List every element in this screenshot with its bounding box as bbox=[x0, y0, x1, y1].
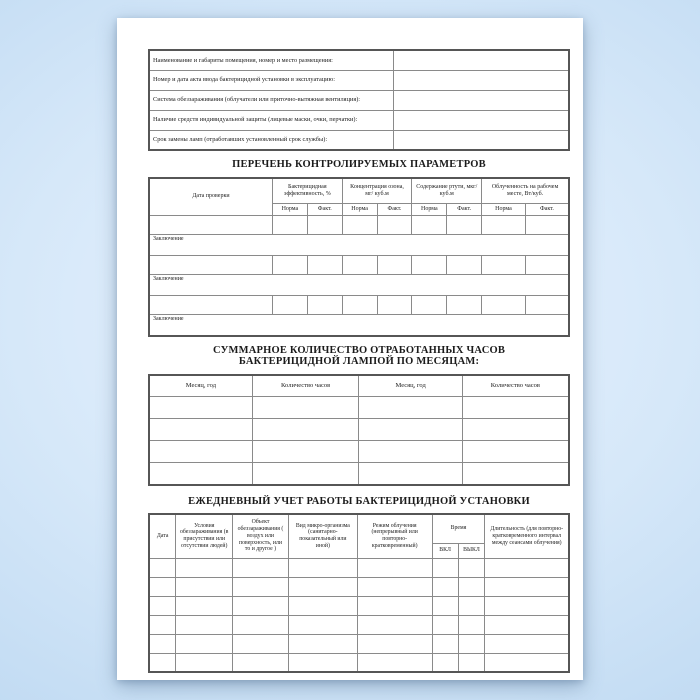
empty-cell bbox=[342, 256, 377, 275]
empty-cell bbox=[462, 419, 569, 441]
empty-cell bbox=[357, 653, 432, 672]
column-header-hours-count: Количество часов bbox=[252, 375, 359, 397]
info-value-cell bbox=[394, 130, 569, 150]
column-header-mercury-content: Содержание ртути, мкг/ куб.м bbox=[412, 178, 482, 204]
empty-cell bbox=[462, 441, 569, 463]
subheader-norm: Норма bbox=[272, 204, 307, 216]
table-row bbox=[149, 397, 569, 419]
table-row bbox=[149, 653, 569, 672]
info-label: Номер и дата акта ввода бактерицидной установки в эксплуатацию: bbox=[149, 70, 394, 90]
empty-cell bbox=[288, 634, 357, 653]
empty-cell bbox=[233, 596, 289, 615]
column-header-microorganism-type: Вид микро-организма (санитарно-показательный или иной) bbox=[288, 514, 357, 558]
table-row bbox=[149, 558, 569, 577]
column-header-month-year: Месяц, год bbox=[149, 375, 252, 397]
info-label: Система обеззараживания (облучатели или приточно-вытяжная вентиляция): bbox=[149, 90, 394, 110]
empty-cell bbox=[432, 577, 458, 596]
column-header-irradiation-mode: Режим облучения (непрерывный или повторно-кратковременный) bbox=[357, 514, 432, 558]
column-header-disinfection-conditions: Условия обеззараживания (в присутствии или отсутствии людей) bbox=[176, 514, 233, 558]
empty-cell bbox=[149, 577, 176, 596]
parameters-entry-block bbox=[149, 216, 569, 256]
empty-cell bbox=[149, 634, 176, 653]
conclusion-label: Заключение bbox=[149, 275, 569, 296]
subheader-fact: Факт. bbox=[377, 204, 412, 216]
empty-cell bbox=[357, 577, 432, 596]
subheader-norm: Норма bbox=[412, 204, 447, 216]
empty-cell bbox=[458, 615, 485, 634]
empty-cell bbox=[176, 653, 233, 672]
empty-cell bbox=[458, 634, 485, 653]
info-value-cell bbox=[394, 110, 569, 130]
column-header-check-date: Дата проверки bbox=[149, 178, 272, 216]
page-content bbox=[148, 49, 570, 673]
table-row bbox=[149, 130, 569, 150]
empty-cell bbox=[412, 256, 447, 275]
empty-cell bbox=[432, 558, 458, 577]
empty-cell bbox=[357, 596, 432, 615]
empty-cell bbox=[342, 216, 377, 235]
empty-cell bbox=[272, 296, 307, 315]
column-header-duration: Длительность (для повторно-кратковременного интервал между сеансами облучения) bbox=[485, 514, 569, 558]
table-row bbox=[149, 463, 569, 485]
empty-cell bbox=[432, 615, 458, 634]
empty-cell bbox=[272, 256, 307, 275]
empty-cell bbox=[149, 256, 272, 275]
empty-cell bbox=[149, 441, 252, 463]
empty-cell bbox=[485, 596, 569, 615]
table-header-row bbox=[149, 514, 569, 543]
empty-cell bbox=[342, 296, 377, 315]
empty-cell bbox=[233, 653, 289, 672]
table-row bbox=[149, 441, 569, 463]
empty-cell bbox=[412, 216, 447, 235]
empty-cell bbox=[458, 653, 485, 672]
empty-cell bbox=[432, 596, 458, 615]
info-label: Наличие средств индивидуальной защиты (лицевые маски, очки, перчатки): bbox=[149, 110, 394, 130]
column-header-hours-count: Количество часов bbox=[462, 375, 569, 397]
empty-cell bbox=[377, 256, 412, 275]
empty-cell bbox=[252, 441, 359, 463]
subheader-norm: Норма bbox=[482, 204, 526, 216]
empty-cell bbox=[357, 558, 432, 577]
daily-record-table bbox=[148, 513, 570, 673]
table-header-row bbox=[149, 375, 569, 397]
section-title-daily-record: ЕЖЕДНЕВНЫЙ УЧЕТ РАБОТЫ БАКТЕРИЦИДНОЙ УСТАНОВКИ bbox=[188, 495, 530, 507]
empty-cell bbox=[432, 653, 458, 672]
subheader-switch-on: ВКЛ bbox=[432, 543, 458, 558]
table-row bbox=[149, 296, 569, 315]
subheader-norm: Норма bbox=[342, 204, 377, 216]
empty-cell bbox=[149, 296, 272, 315]
empty-cell bbox=[288, 615, 357, 634]
empty-cell bbox=[485, 634, 569, 653]
empty-cell bbox=[447, 296, 482, 315]
table-row bbox=[149, 110, 569, 130]
table-row bbox=[149, 50, 569, 70]
info-value-cell bbox=[394, 70, 569, 90]
empty-cell bbox=[482, 216, 526, 235]
table-row bbox=[149, 256, 569, 275]
empty-cell bbox=[149, 397, 252, 419]
empty-cell bbox=[288, 577, 357, 596]
info-value-cell bbox=[394, 50, 569, 70]
info-label: Наименование и габариты помещения, номер и место размещения: bbox=[149, 50, 394, 70]
empty-cell bbox=[359, 419, 462, 441]
empty-cell bbox=[462, 463, 569, 485]
info-value-cell bbox=[394, 90, 569, 110]
info-label: Срок замены ламп (отработавших установленный срок службы): bbox=[149, 130, 394, 150]
empty-cell bbox=[252, 397, 359, 419]
conclusion-row bbox=[149, 275, 569, 296]
empty-cell bbox=[485, 558, 569, 577]
column-header-workplace-irradiance: Облученность на рабочем месте, Вт/куб. bbox=[482, 178, 569, 204]
parameters-entry-block bbox=[149, 296, 569, 336]
empty-cell bbox=[288, 653, 357, 672]
empty-cell bbox=[176, 596, 233, 615]
table-row bbox=[149, 419, 569, 441]
column-header-date: Дата bbox=[149, 514, 176, 558]
empty-cell bbox=[252, 419, 359, 441]
column-header-month-year: Месяц, год bbox=[359, 375, 462, 397]
empty-cell bbox=[149, 558, 176, 577]
empty-cell bbox=[149, 615, 176, 634]
empty-cell bbox=[288, 558, 357, 577]
document-page bbox=[117, 18, 583, 680]
empty-cell bbox=[482, 256, 526, 275]
section-title-controlled-parameters: ПЕРЕЧЕНЬ КОНТРОЛИРУЕМЫХ ПАРАМЕТРОВ bbox=[232, 159, 486, 170]
empty-cell bbox=[485, 577, 569, 596]
controlled-parameters-table bbox=[148, 177, 570, 337]
table-row bbox=[149, 70, 569, 90]
empty-cell bbox=[307, 296, 342, 315]
table-row bbox=[149, 577, 569, 596]
empty-cell bbox=[377, 216, 412, 235]
empty-cell bbox=[176, 558, 233, 577]
empty-cell bbox=[485, 653, 569, 672]
column-header-ozone-concentration: Концентрация озона, мг/ куб.м bbox=[342, 178, 412, 204]
title-line: СУММАРНОЕ КОЛИЧЕСТВО ОТРАБОТАННЫХ ЧАСОВ bbox=[212, 344, 506, 356]
column-header-disinfection-object: Объект обеззараживания ( воздух или поверхность, или то и другое ) bbox=[233, 514, 289, 558]
empty-cell bbox=[482, 296, 526, 315]
empty-cell bbox=[149, 463, 252, 485]
table-row bbox=[149, 634, 569, 653]
empty-cell bbox=[359, 463, 462, 485]
empty-cell bbox=[412, 296, 447, 315]
empty-cell bbox=[525, 216, 569, 235]
empty-cell bbox=[272, 216, 307, 235]
empty-cell bbox=[252, 463, 359, 485]
table-row bbox=[149, 596, 569, 615]
subheader-switch-off: ВЫКЛ bbox=[458, 543, 485, 558]
empty-cell bbox=[458, 558, 485, 577]
empty-cell bbox=[233, 577, 289, 596]
empty-cell bbox=[357, 615, 432, 634]
empty-cell bbox=[359, 397, 462, 419]
empty-cell bbox=[432, 634, 458, 653]
empty-cell bbox=[359, 441, 462, 463]
empty-cell bbox=[149, 216, 272, 235]
empty-cell bbox=[458, 596, 485, 615]
empty-cell bbox=[458, 577, 485, 596]
subheader-fact: Факт. bbox=[447, 204, 482, 216]
empty-cell bbox=[233, 634, 289, 653]
empty-cell bbox=[307, 256, 342, 275]
installation-info-table bbox=[148, 49, 570, 151]
subheader-fact: Факт. bbox=[307, 204, 342, 216]
empty-cell bbox=[357, 634, 432, 653]
empty-cell bbox=[307, 216, 342, 235]
empty-cell bbox=[447, 256, 482, 275]
empty-cell bbox=[149, 596, 176, 615]
column-header-time: Время bbox=[432, 514, 485, 543]
column-header-bactericidal-efficiency: Бактерицидная эффективность, % bbox=[272, 178, 342, 204]
empty-cell bbox=[176, 634, 233, 653]
conclusion-row bbox=[149, 235, 569, 256]
empty-cell bbox=[233, 558, 289, 577]
empty-cell bbox=[377, 296, 412, 315]
monthly-hours-table bbox=[148, 374, 570, 486]
empty-cell bbox=[176, 577, 233, 596]
table-row bbox=[149, 615, 569, 634]
empty-cell bbox=[462, 397, 569, 419]
empty-cell bbox=[149, 419, 252, 441]
subheader-fact: Факт. bbox=[525, 204, 569, 216]
empty-cell bbox=[233, 615, 289, 634]
table-row bbox=[149, 216, 569, 235]
empty-cell bbox=[525, 296, 569, 315]
title-line: БАКТЕРИЦИДНОЙ ЛАМПОЙ ПО МЕСЯЦАМ: bbox=[238, 356, 480, 367]
empty-cell bbox=[288, 596, 357, 615]
empty-cell bbox=[485, 615, 569, 634]
conclusion-row bbox=[149, 315, 569, 336]
empty-cell bbox=[149, 653, 176, 672]
table-row bbox=[149, 90, 569, 110]
conclusion-label: Заключение bbox=[149, 235, 569, 256]
empty-cell bbox=[525, 256, 569, 275]
section-title-total-hours bbox=[148, 345, 570, 368]
empty-cell bbox=[447, 216, 482, 235]
conclusion-label: Заключение bbox=[149, 315, 569, 336]
empty-cell bbox=[176, 615, 233, 634]
table-header-row bbox=[149, 178, 569, 204]
parameters-entry-block bbox=[149, 256, 569, 296]
